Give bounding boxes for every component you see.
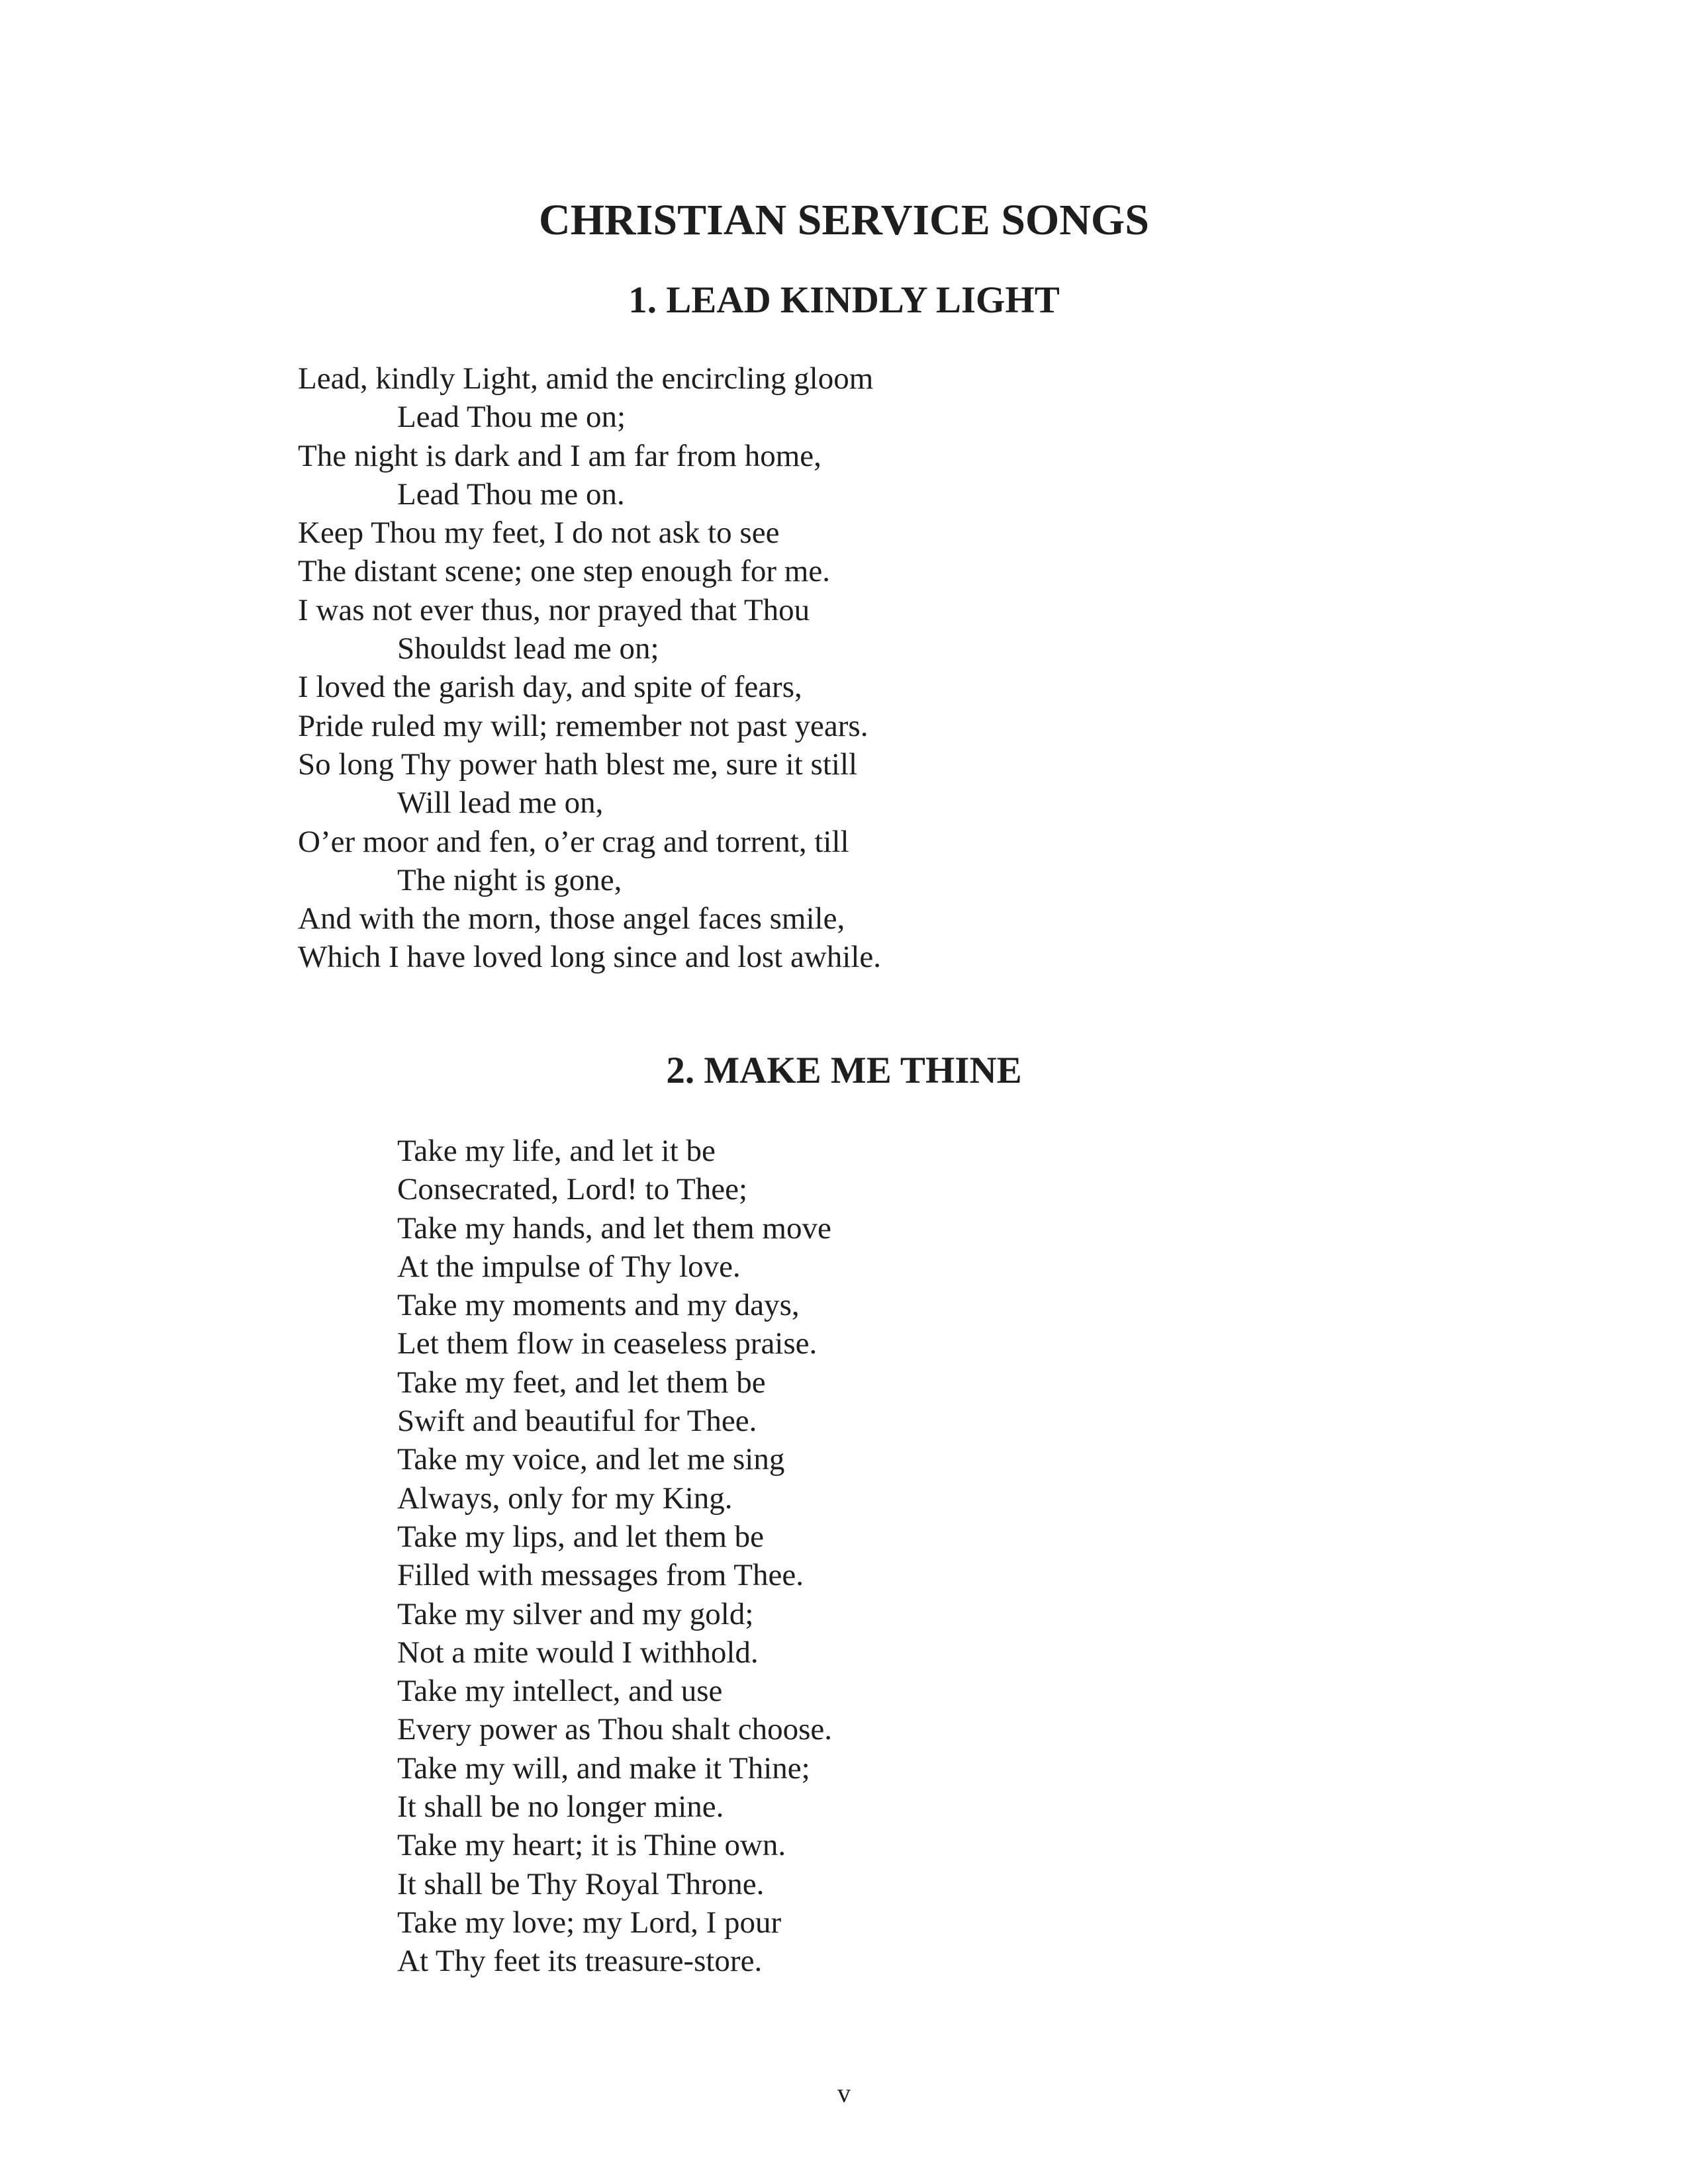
song-title-make-me-thine: 2. MAKE ME THINE [666, 1050, 1022, 1091]
lyric-line: O’er moor and fen, o’er crag and torrent, till [298, 824, 849, 859]
lyric-line: Lead Thou me on; [397, 400, 626, 435]
lyric-line: The distant scene; one step enough for me. [298, 554, 830, 589]
lyric-line: Take my moments and my days, [397, 1288, 800, 1323]
lyric-line: The night is gone, [397, 862, 622, 897]
song-lyrics-make-me-thine [397, 1132, 832, 1981]
song-title-lead-kindly-light: 1. LEAD KINDLY LIGHT [628, 279, 1060, 321]
lyric-line: Shouldst lead me on; [397, 631, 659, 666]
lyric-line: At the impulse of Thy love. [397, 1249, 741, 1284]
lyric-line: I was not ever thus, nor prayed that Thou [298, 592, 810, 627]
song-lyrics-lead-kindly-light [298, 359, 881, 977]
lyric-line: Always, only for my King. [397, 1480, 733, 1516]
lyric-line: Take my intellect, and use [397, 1674, 723, 1709]
lyric-line: Let them flow in ceaseless praise. [397, 1326, 818, 1361]
lyric-line: At Thy feet its treasure-store. [397, 1944, 763, 1979]
lyric-line: Lead Thou me on. [397, 477, 625, 512]
lyric-line: Consecrated, Lord! to Thee; [397, 1172, 748, 1207]
lyric-line: It shall be Thy Royal Throne. [397, 1866, 765, 1901]
lyric-line: So long Thy power hath blest me, sure it still [298, 747, 858, 782]
lyric-line: The night is dark and I am far from home, [298, 438, 821, 473]
lyric-line: Take my heart; it is Thine own. [397, 1828, 786, 1863]
lyric-line: I loved the garish day, and spite of fears, [298, 670, 802, 705]
lyric-line: And with the morn, those angel faces smile, [298, 901, 845, 936]
lyric-line: Take my hands, and let them move [397, 1210, 831, 1246]
lyric-line: Filled with messages from Thee. [397, 1558, 804, 1593]
lyric-line: Take my voice, and let me sing [397, 1442, 785, 1477]
lyric-line: Take my lips, and let them be [397, 1519, 765, 1554]
lyric-line: Which I have loved long since and lost awhile. [298, 940, 881, 975]
lyric-line: Keep Thou my feet, I do not ask to see [298, 516, 780, 551]
lyric-line: Take my will, and make it Thine; [397, 1751, 810, 1786]
lyric-line: Take my feet, and let them be [397, 1365, 766, 1400]
lyric-line: Take my love; my Lord, I pour [397, 1905, 782, 1940]
lyric-line: Will lead me on, [397, 786, 604, 821]
lyric-line: Not a mite would I withhold. [397, 1635, 759, 1670]
lyric-line: Lead, kindly Light, amid the encircling gloom [298, 361, 874, 396]
lyric-line: Every power as Thou shalt choose. [397, 1712, 832, 1747]
lyric-line: Take my life, and let it be [397, 1134, 716, 1168]
page-number: v [837, 2078, 851, 2108]
lyric-line: Pride ruled my will; remember not past years. [298, 708, 868, 743]
page-title: CHRISTIAN SERVICE SONGS [539, 196, 1149, 244]
lyric-line: Swift and beautiful for Thee. [397, 1404, 757, 1439]
lyric-line: It shall be no longer mine. [397, 1790, 724, 1825]
lyric-line: Take my silver and my gold; [397, 1596, 754, 1631]
